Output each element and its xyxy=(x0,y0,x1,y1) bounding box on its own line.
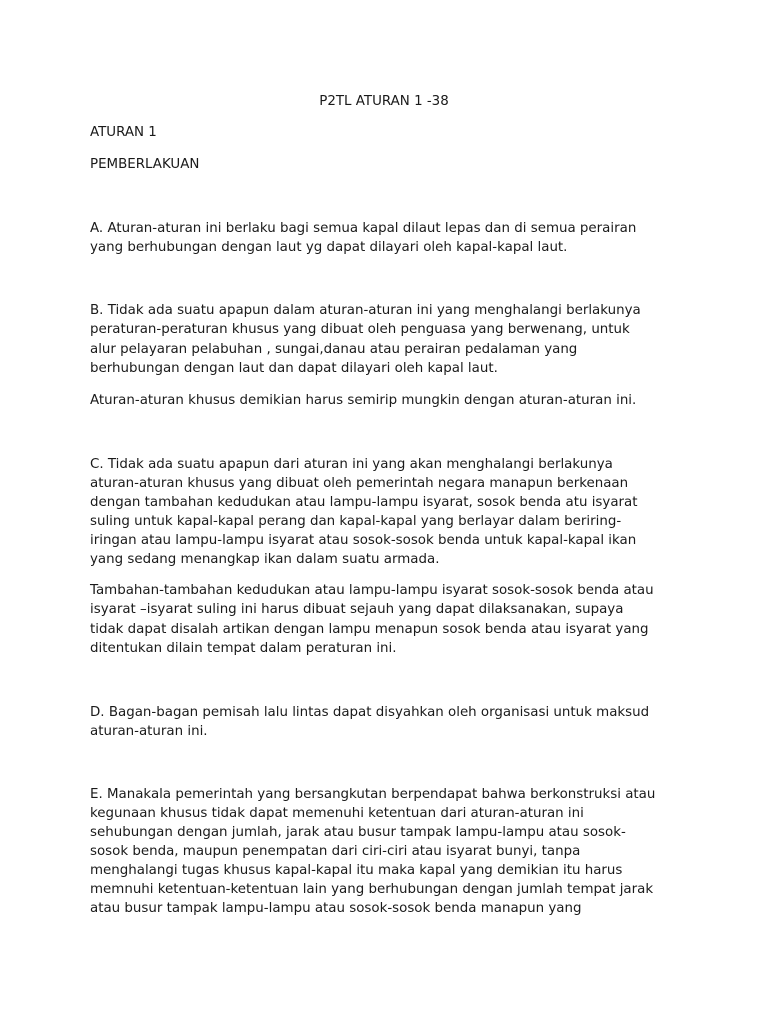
paragraph-a-line: A. Aturan-aturan ini berlaku bagi semua kapal dilaut lepas dan di semua perairan xyxy=(90,221,637,236)
paragraph-c-line: dengan tambahan kedudukan atau lampu-lampu isyarat, sosok benda atu isyarat xyxy=(90,495,638,510)
paragraph-e-line: sehubungan dengan jumlah, jarak atau busur tampak lampu-lampu atau sosok- xyxy=(90,825,626,840)
paragraph-c2-line: isyarat –isyarat suling ini harus dibuat sejauh yang dapat dilaksanakan, supaya xyxy=(90,602,624,617)
paragraph-e-line: menghalangi tugas khusus kapal-kapal itu maka kapal yang demikian itu harus xyxy=(90,863,623,878)
document-title: P2TL ATURAN 1 -38 xyxy=(319,94,449,109)
paragraph-c-line: suling untuk kapal-kapal perang dan kapal-kapal yang berlayar dalam beriring- xyxy=(90,514,622,529)
paragraph-a-line: yang berhubungan dengan laut yg dapat dilayari oleh kapal-kapal laut. xyxy=(90,240,568,255)
paragraph-e-line: kegunaan khusus tidak dapat memenuhi ketentuan dari aturan-aturan ini xyxy=(90,806,584,821)
paragraph-d-line: aturan-aturan ini. xyxy=(90,724,208,739)
paragraph-c-line: C. Tidak ada suatu apapun dari aturan ini yang akan menghalangi berlakunya xyxy=(90,457,613,472)
paragraph-b-line: peraturan-peraturan khusus yang dibuat oleh penguasa yang berwenang, untuk xyxy=(90,322,630,337)
paragraph-e-line: memnuhi ketentuan-ketentuan lain yang berhubungan dengan jumlah tempat jarak xyxy=(90,882,654,897)
paragraph-c-line: aturan-aturan khusus yang dibuat oleh pemerintah negara manapun berkenaan xyxy=(90,476,629,491)
paragraph-b-line: B. Tidak ada suatu apapun dalam aturan-aturan ini yang menghalangi berlakunya xyxy=(90,303,641,318)
paragraph-b-line: alur pelayaran pelabuhan , sungai,danau atau perairan pedalaman yang xyxy=(90,342,578,357)
rule-heading: ATURAN 1 xyxy=(90,125,157,140)
section-heading: PEMBERLAKUAN xyxy=(90,157,200,172)
paragraph-c-line: iringan atau lampu-lampu isyarat atau sosok-sosok benda untuk kapal-kapal ikan xyxy=(90,533,637,548)
paragraph-e-line: sosok benda, maupun penempatan dari ciri-ciri atau isyarat bunyi, tanpa xyxy=(90,844,581,859)
paragraph-c2-line: ditentukan dilain tempat dalam peraturan ini. xyxy=(90,641,397,656)
paragraph-b-line: berhubungan dengan laut dan dapat dilayari oleh kapal laut. xyxy=(90,361,498,376)
paragraph-c-line: yang sedang menangkap ikan dalam suatu armada. xyxy=(90,552,440,567)
paragraph-b2-line: Aturan-aturan khusus demikian harus semirip mungkin dengan aturan-aturan ini. xyxy=(90,393,637,408)
paragraph-c2-line: tidak dapat disalah artikan dengan lampu menapun sosok benda atau isyarat yang xyxy=(90,622,649,637)
paragraph-e-line: E. Manakala pemerintah yang bersangkutan berpendapat bahwa berkonstruksi atau xyxy=(90,787,656,802)
paragraph-c2-line: Tambahan-tambahan kedudukan atau lampu-lampu isyarat sosok-sosok benda atau xyxy=(90,583,654,598)
paragraph-e-line: atau busur tampak lampu-lampu atau sosok-sosok benda manapun yang xyxy=(90,901,582,916)
paragraph-d-line: D. Bagan-bagan pemisah lalu lintas dapat disyahkan oleh organisasi untuk maksud xyxy=(90,705,650,720)
